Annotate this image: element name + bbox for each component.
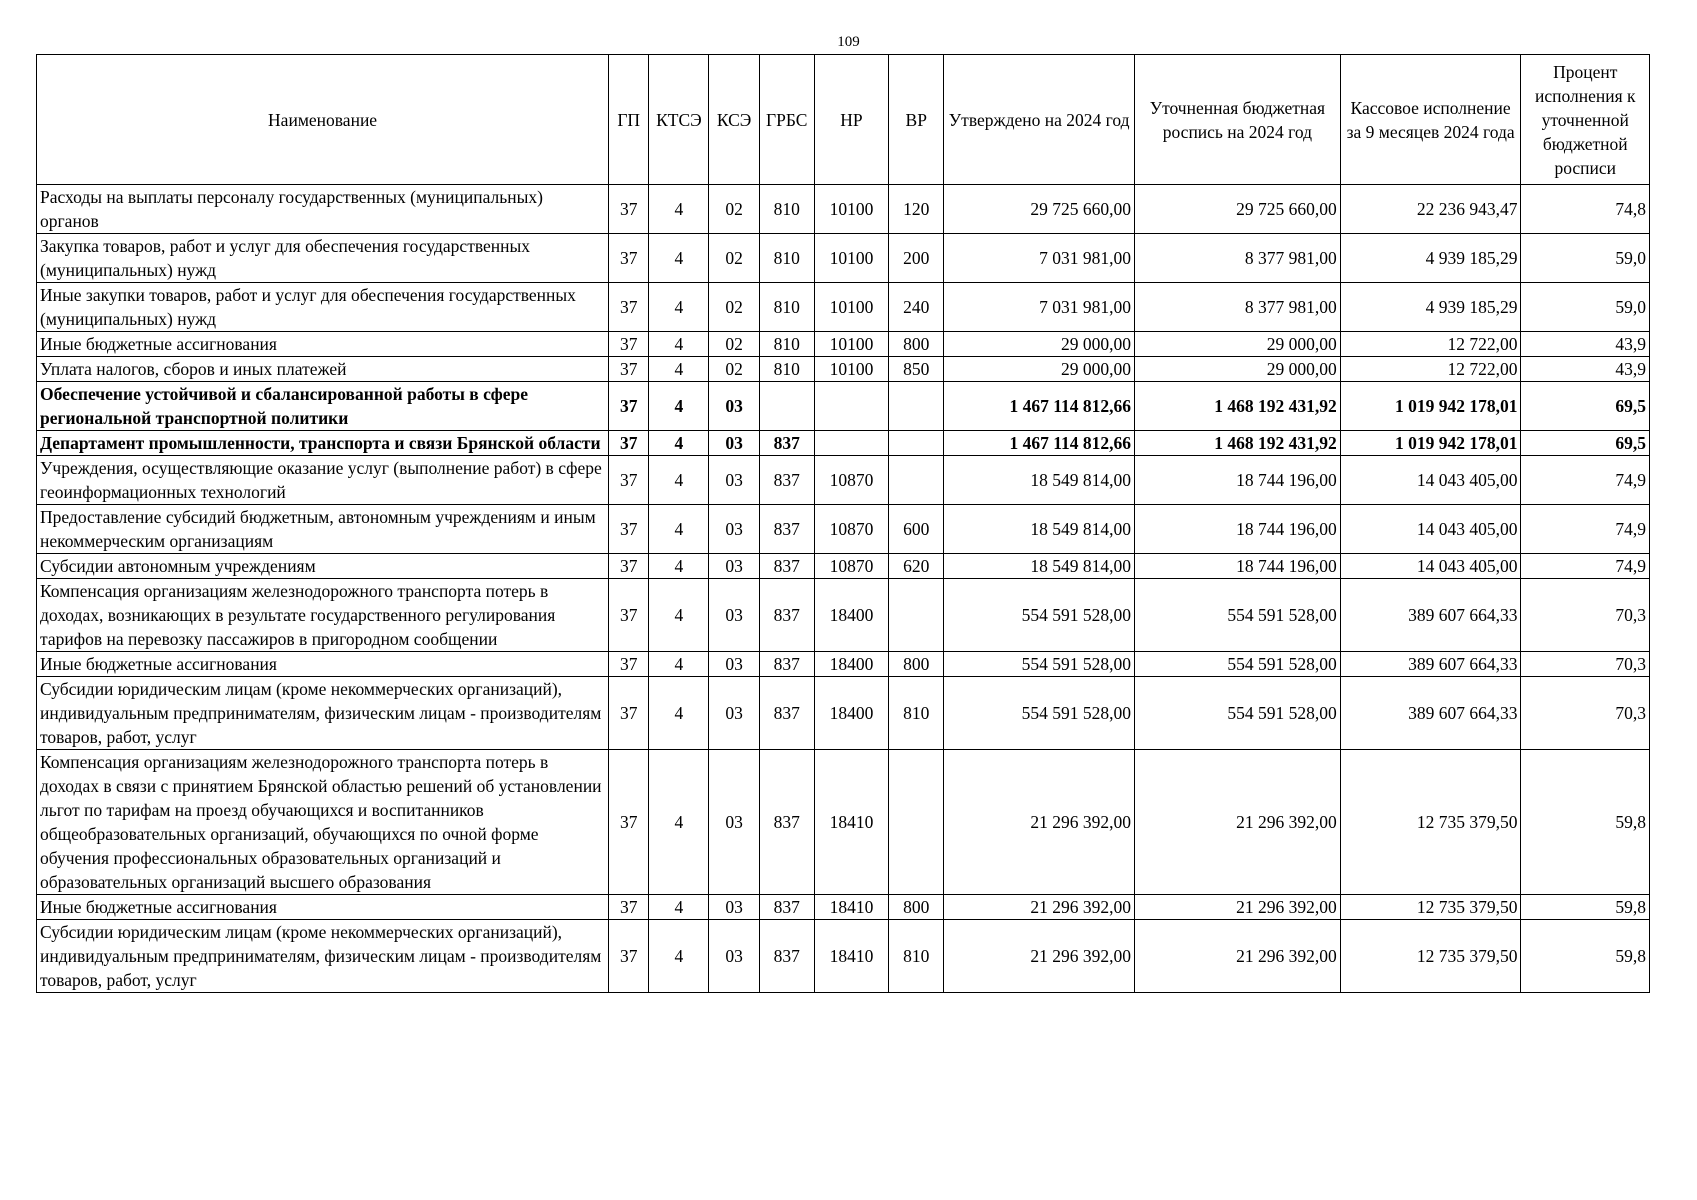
cell-cash: 389 607 664,33 (1340, 652, 1521, 677)
cell-np: 18400 (814, 677, 888, 750)
cell-vr (889, 579, 944, 652)
cell-name: Предоставление субсидий бюджетным, автономным учреждениям и иным некоммерческим организациям (37, 505, 609, 554)
cell-refined: 29 000,00 (1135, 332, 1341, 357)
cell-vr: 810 (889, 677, 944, 750)
cell-gp: 37 (609, 579, 649, 652)
cell-gp: 37 (609, 185, 649, 234)
cell-refined: 554 591 528,00 (1135, 652, 1341, 677)
budget-table (36, 54, 1650, 993)
cell-np: 10100 (814, 283, 888, 332)
table-row (37, 505, 1650, 554)
cell-kse: 03 (709, 456, 759, 505)
cell-name: Иные бюджетные ассигнования (37, 895, 609, 920)
cell-ktse: 4 (649, 382, 709, 431)
cell-gp: 37 (609, 677, 649, 750)
cell-approved: 18 549 814,00 (944, 505, 1135, 554)
cell-grbs: 837 (759, 750, 814, 895)
cell-refined: 1 468 192 431,92 (1135, 382, 1341, 431)
cell-cash: 12 735 379,50 (1340, 895, 1521, 920)
cell-vr: 620 (889, 554, 944, 579)
cell-refined: 29 725 660,00 (1135, 185, 1341, 234)
cell-vr (889, 456, 944, 505)
cell-approved: 29 000,00 (944, 332, 1135, 357)
cell-name: Субсидии автономным учреждениям (37, 554, 609, 579)
cell-gp: 37 (609, 652, 649, 677)
cell-percent: 74,9 (1521, 554, 1650, 579)
cell-ktse: 4 (649, 234, 709, 283)
cell-approved: 21 296 392,00 (944, 895, 1135, 920)
cell-ktse: 4 (649, 357, 709, 382)
cell-name: Компенсация организациям железнодорожного транспорта потерь в доходах, возникающих в результате государственного регулирования тарифов на перевозку пассажиров в пригородном сообщении (37, 579, 609, 652)
cell-gp: 37 (609, 357, 649, 382)
cell-kse: 03 (709, 920, 759, 993)
cell-kse: 02 (709, 234, 759, 283)
header-vr: ВР (889, 55, 944, 185)
table-row (37, 895, 1650, 920)
cell-cash: 4 939 185,29 (1340, 234, 1521, 283)
cell-vr: 800 (889, 652, 944, 677)
cell-grbs: 837 (759, 652, 814, 677)
table-row (37, 579, 1650, 652)
cell-kse: 03 (709, 431, 759, 456)
cell-ktse: 4 (649, 895, 709, 920)
cell-refined: 21 296 392,00 (1135, 895, 1341, 920)
cell-grbs: 810 (759, 283, 814, 332)
cell-approved: 1 467 114 812,66 (944, 431, 1135, 456)
cell-percent: 74,9 (1521, 456, 1650, 505)
table-row (37, 332, 1650, 357)
cell-vr (889, 382, 944, 431)
cell-approved: 554 591 528,00 (944, 677, 1135, 750)
table-row (37, 382, 1650, 431)
cell-percent: 43,9 (1521, 357, 1650, 382)
cell-gp: 37 (609, 332, 649, 357)
cell-np: 10870 (814, 554, 888, 579)
cell-approved: 7 031 981,00 (944, 283, 1135, 332)
cell-refined: 8 377 981,00 (1135, 234, 1341, 283)
cell-grbs: 837 (759, 505, 814, 554)
cell-ktse: 4 (649, 677, 709, 750)
cell-name: Закупка товаров, работ и услуг для обеспечения государственных (муниципальных) нужд (37, 234, 609, 283)
cell-refined: 8 377 981,00 (1135, 283, 1341, 332)
cell-approved: 554 591 528,00 (944, 652, 1135, 677)
cell-gp: 37 (609, 431, 649, 456)
cell-percent: 69,5 (1521, 431, 1650, 456)
cell-percent: 43,9 (1521, 332, 1650, 357)
cell-name: Субсидии юридическим лицам (кроме некоммерческих организаций), индивидуальным предпринимателям, физическим лицам - производителям товаров, работ, услуг (37, 677, 609, 750)
header-np: НР (814, 55, 888, 185)
cell-vr: 800 (889, 895, 944, 920)
header-name: Наименование (37, 55, 609, 185)
cell-ktse: 4 (649, 505, 709, 554)
cell-vr: 600 (889, 505, 944, 554)
cell-kse: 03 (709, 505, 759, 554)
cell-kse: 03 (709, 579, 759, 652)
cell-ktse: 4 (649, 456, 709, 505)
cell-np: 18400 (814, 652, 888, 677)
cell-percent: 74,8 (1521, 185, 1650, 234)
cell-ktse: 4 (649, 579, 709, 652)
cell-refined: 18 744 196,00 (1135, 456, 1341, 505)
table-row (37, 234, 1650, 283)
cell-approved: 18 549 814,00 (944, 456, 1135, 505)
cell-cash: 14 043 405,00 (1340, 554, 1521, 579)
cell-refined: 21 296 392,00 (1135, 750, 1341, 895)
cell-kse: 02 (709, 332, 759, 357)
cell-grbs: 837 (759, 677, 814, 750)
cell-gp: 37 (609, 895, 649, 920)
cell-percent: 59,0 (1521, 234, 1650, 283)
cell-name: Иные закупки товаров, работ и услуг для обеспечения государственных (муниципальных) нужд (37, 283, 609, 332)
cell-approved: 21 296 392,00 (944, 750, 1135, 895)
cell-percent: 70,3 (1521, 652, 1650, 677)
cell-gp: 37 (609, 750, 649, 895)
cell-refined: 18 744 196,00 (1135, 554, 1341, 579)
cell-grbs: 837 (759, 431, 814, 456)
cell-vr: 240 (889, 283, 944, 332)
cell-vr: 120 (889, 185, 944, 234)
cell-grbs: 810 (759, 332, 814, 357)
cell-name: Департамент промышленности, транспорта и связи Брянской области (37, 431, 609, 456)
cell-name: Субсидии юридическим лицам (кроме некоммерческих организаций), индивидуальным предпринимателям, физическим лицам - производителям товаров, работ, услуг (37, 920, 609, 993)
cell-ktse: 4 (649, 431, 709, 456)
table-row (37, 750, 1650, 895)
cell-vr (889, 750, 944, 895)
table-row (37, 456, 1650, 505)
table-row (37, 185, 1650, 234)
cell-gp: 37 (609, 456, 649, 505)
cell-refined: 554 591 528,00 (1135, 677, 1341, 750)
table-row (37, 920, 1650, 993)
cell-np: 10100 (814, 357, 888, 382)
cell-cash: 1 019 942 178,01 (1340, 382, 1521, 431)
cell-np (814, 431, 888, 456)
cell-np: 10100 (814, 185, 888, 234)
cell-name: Обеспечение устойчивой и сбалансированной работы в сфере региональной транспортной политики (37, 382, 609, 431)
cell-approved: 18 549 814,00 (944, 554, 1135, 579)
cell-gp: 37 (609, 920, 649, 993)
cell-vr: 850 (889, 357, 944, 382)
cell-kse: 03 (709, 382, 759, 431)
cell-approved: 29 725 660,00 (944, 185, 1135, 234)
cell-cash: 12 735 379,50 (1340, 750, 1521, 895)
cell-name: Иные бюджетные ассигнования (37, 332, 609, 357)
header-percent: Процент исполнения к уточненной бюджетной росписи (1521, 55, 1650, 185)
cell-vr: 810 (889, 920, 944, 993)
cell-cash: 12 722,00 (1340, 332, 1521, 357)
cell-refined: 29 000,00 (1135, 357, 1341, 382)
cell-np: 18410 (814, 920, 888, 993)
cell-approved: 554 591 528,00 (944, 579, 1135, 652)
cell-approved: 1 467 114 812,66 (944, 382, 1135, 431)
cell-ktse: 4 (649, 750, 709, 895)
cell-kse: 03 (709, 750, 759, 895)
cell-vr: 800 (889, 332, 944, 357)
header-kse: КСЭ (709, 55, 759, 185)
cell-kse: 03 (709, 554, 759, 579)
cell-percent: 70,3 (1521, 677, 1650, 750)
cell-name: Уплата налогов, сборов и иных платежей (37, 357, 609, 382)
cell-kse: 03 (709, 677, 759, 750)
cell-vr: 200 (889, 234, 944, 283)
cell-name: Иные бюджетные ассигнования (37, 652, 609, 677)
cell-percent: 59,8 (1521, 750, 1650, 895)
table-row (37, 283, 1650, 332)
cell-gp: 37 (609, 234, 649, 283)
table-body (37, 185, 1650, 993)
cell-cash: 14 043 405,00 (1340, 456, 1521, 505)
cell-grbs: 837 (759, 554, 814, 579)
cell-ktse: 4 (649, 283, 709, 332)
cell-grbs: 837 (759, 920, 814, 993)
cell-cash: 12 735 379,50 (1340, 920, 1521, 993)
cell-approved: 7 031 981,00 (944, 234, 1135, 283)
cell-refined: 1 468 192 431,92 (1135, 431, 1341, 456)
cell-np: 18410 (814, 750, 888, 895)
cell-name: Учреждения, осуществляющие оказание услуг (выполнение работ) в сфере геоинформационных технологий (37, 456, 609, 505)
cell-percent: 74,9 (1521, 505, 1650, 554)
cell-gp: 37 (609, 283, 649, 332)
cell-refined: 21 296 392,00 (1135, 920, 1341, 993)
cell-approved: 29 000,00 (944, 357, 1135, 382)
cell-kse: 03 (709, 895, 759, 920)
cell-cash: 389 607 664,33 (1340, 677, 1521, 750)
cell-np: 10100 (814, 234, 888, 283)
page-number: 109 (837, 34, 860, 50)
cell-kse: 03 (709, 652, 759, 677)
header-gp: ГП (609, 55, 649, 185)
cell-percent: 70,3 (1521, 579, 1650, 652)
cell-ktse: 4 (649, 332, 709, 357)
cell-ktse: 4 (649, 920, 709, 993)
cell-cash: 22 236 943,47 (1340, 185, 1521, 234)
cell-np: 18410 (814, 895, 888, 920)
header-cash: Кассовое исполнение за 9 месяцев 2024 года (1340, 55, 1521, 185)
header-grbs: ГРБС (759, 55, 814, 185)
cell-grbs: 837 (759, 456, 814, 505)
cell-refined: 554 591 528,00 (1135, 579, 1341, 652)
cell-kse: 02 (709, 283, 759, 332)
cell-np: 10870 (814, 456, 888, 505)
header-refined: Уточненная бюджетная роспись на 2024 год (1135, 55, 1341, 185)
cell-grbs: 810 (759, 357, 814, 382)
cell-gp: 37 (609, 382, 649, 431)
header-approved: Утверждено на 2024 год (944, 55, 1135, 185)
cell-refined: 18 744 196,00 (1135, 505, 1341, 554)
cell-cash: 1 019 942 178,01 (1340, 431, 1521, 456)
cell-np: 10870 (814, 505, 888, 554)
cell-grbs (759, 382, 814, 431)
table-row (37, 554, 1650, 579)
cell-np: 10100 (814, 332, 888, 357)
table-row (37, 677, 1650, 750)
table-row (37, 431, 1650, 456)
cell-grbs: 810 (759, 185, 814, 234)
cell-cash: 4 939 185,29 (1340, 283, 1521, 332)
table-header (37, 55, 1650, 185)
cell-kse: 02 (709, 185, 759, 234)
cell-grbs: 837 (759, 895, 814, 920)
table-row (37, 652, 1650, 677)
cell-ktse: 4 (649, 652, 709, 677)
cell-percent: 59,8 (1521, 920, 1650, 993)
cell-ktse: 4 (649, 554, 709, 579)
cell-grbs: 810 (759, 234, 814, 283)
cell-np (814, 382, 888, 431)
cell-vr (889, 431, 944, 456)
cell-cash: 12 722,00 (1340, 357, 1521, 382)
header-ktse: КТСЭ (649, 55, 709, 185)
cell-gp: 37 (609, 554, 649, 579)
cell-kse: 02 (709, 357, 759, 382)
cell-np: 18400 (814, 579, 888, 652)
cell-approved: 21 296 392,00 (944, 920, 1135, 993)
cell-gp: 37 (609, 505, 649, 554)
table-row (37, 357, 1650, 382)
cell-name: Компенсация организациям железнодорожного транспорта потерь в доходах в связи с принятием Брянской областью решений об установлении льгот по тарифам на проезд обучающихся и воспитанников общеобразовательных организаций, обучающихся по очной форме обучения профессиональных образовательных организаций и образовательных организаций высшего образования (37, 750, 609, 895)
cell-percent: 59,0 (1521, 283, 1650, 332)
cell-percent: 59,8 (1521, 895, 1650, 920)
cell-cash: 389 607 664,33 (1340, 579, 1521, 652)
cell-ktse: 4 (649, 185, 709, 234)
cell-percent: 69,5 (1521, 382, 1650, 431)
cell-name: Расходы на выплаты персоналу государственных (муниципальных) органов (37, 185, 609, 234)
cell-grbs: 837 (759, 579, 814, 652)
cell-cash: 14 043 405,00 (1340, 505, 1521, 554)
